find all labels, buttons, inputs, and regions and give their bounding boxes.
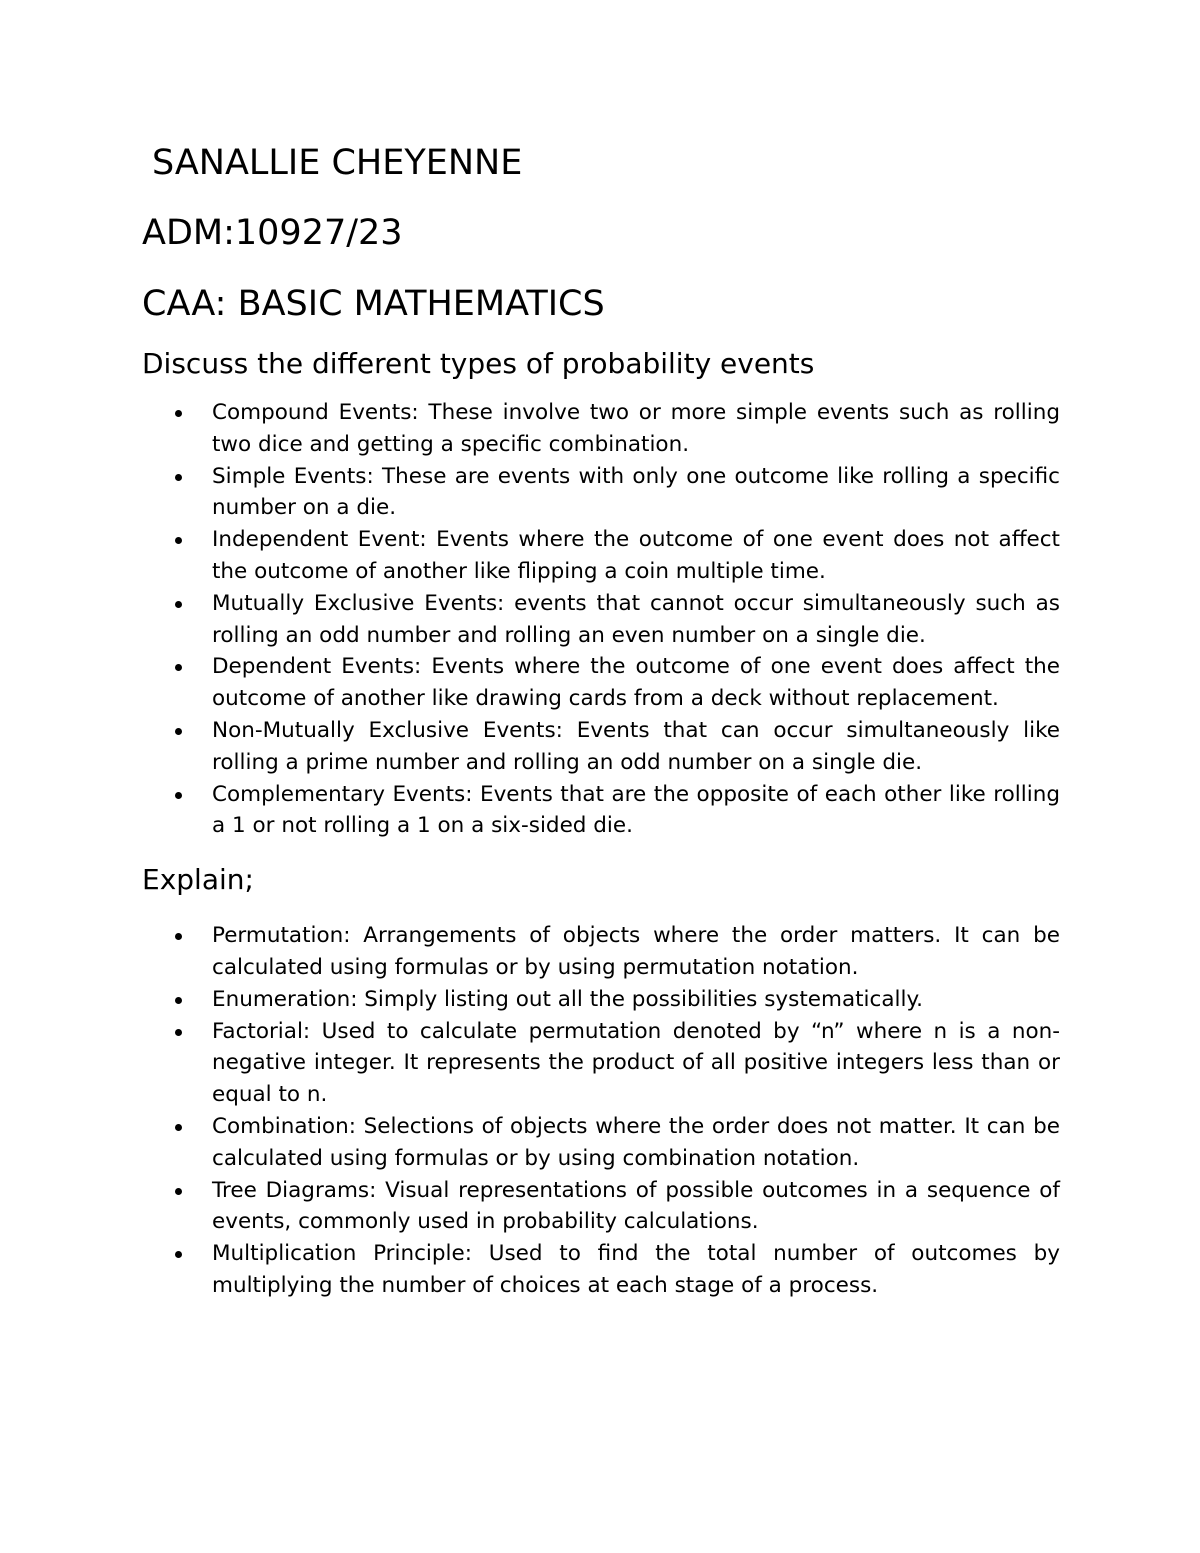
list-item-text: Tree Diagrams: Visual representations of possible outcomes in a sequence of events, commonly used in probability calculations. bbox=[212, 1177, 1060, 1235]
bullet-icon bbox=[175, 410, 182, 417]
list-item bbox=[142, 588, 1060, 652]
admission-number: ADM:10927/23 bbox=[142, 213, 403, 253]
bullet-icon bbox=[175, 792, 182, 799]
probability-events-list bbox=[142, 397, 1060, 842]
list-item-text: Mutually Exclusive Events: events that cannot occur simultaneously such as rolling an odd number and rolling an even number on a single die. bbox=[212, 590, 1060, 648]
list-item-text: Non-Mutually Exclusive Events: Events that can occur simultaneously like rolling a prime number and rolling an odd number on a single die. bbox=[212, 717, 1060, 775]
list-item bbox=[142, 461, 1060, 525]
student-name: SANALLIE CHEYENNE bbox=[152, 143, 523, 183]
list-item bbox=[142, 1175, 1060, 1239]
list-item bbox=[142, 1111, 1060, 1175]
bullet-icon bbox=[175, 1124, 182, 1131]
list-item-text: Factorial: Used to calculate permutation denoted by “n” where n is a non- negative integer. It represents the product of all positive integers less than or equal to n. bbox=[212, 1018, 1060, 1108]
section-heading-explain: Explain; bbox=[142, 863, 254, 897]
bullet-icon bbox=[175, 474, 182, 481]
list-item-text: Multiplication Principle: Used to find the total number of outcomes by multiplying the number of choices at each stage of a process. bbox=[212, 1241, 1060, 1298]
list-item bbox=[142, 920, 1060, 984]
bullet-icon bbox=[175, 664, 182, 671]
list-item bbox=[142, 397, 1060, 461]
bullet-icon bbox=[175, 1188, 182, 1195]
bullet-icon bbox=[175, 728, 182, 735]
bullet-icon bbox=[175, 933, 182, 940]
bullet-icon bbox=[175, 997, 182, 1004]
list-item-text: Dependent Events: Events where the outcome of one event does affect the outcome of another like drawing cards from a deck without replacement. bbox=[212, 654, 1060, 712]
list-item-text: Permutation: Arrangements of objects where the order matters. It can be calculated using formulas or by using permutation notation. bbox=[212, 923, 1060, 980]
list-item-text: Complementary Events: Events that are the opposite of each other like rolling a 1 or not rolling a 1 on a six-sided die. bbox=[212, 781, 1060, 839]
section-heading-probability-events: Discuss the different types of probability events bbox=[142, 347, 815, 380]
list-item bbox=[142, 651, 1060, 715]
list-item-text: Simple Events: These are events with only one outcome like rolling a specific number on a die. bbox=[212, 463, 1060, 521]
list-item bbox=[142, 779, 1060, 843]
list-item-text: Combination: Selections of objects where the order does not matter. It can be calculated using formulas or by using combination notation. bbox=[212, 1113, 1060, 1171]
list-item bbox=[142, 984, 1060, 1016]
list-item bbox=[142, 1238, 1060, 1302]
explain-list bbox=[142, 920, 1060, 1302]
list-item bbox=[142, 715, 1060, 779]
document-body bbox=[142, 140, 1060, 1302]
list-item bbox=[142, 524, 1060, 588]
bullet-icon bbox=[175, 601, 182, 608]
list-item-text: Independent Event: Events where the outcome of one event does not affect the outcome of another like flipping a coin multiple time. bbox=[212, 527, 1060, 584]
bullet-icon bbox=[175, 1029, 182, 1036]
course-title: CAA: BASIC MATHEMATICS bbox=[142, 284, 605, 324]
list-item-text: Enumeration: Simply listing out all the possibilities systematically. bbox=[212, 986, 923, 1012]
list-item-text: Compound Events: These involve two or more simple events such as rolling two dice and getting a specific combination. bbox=[212, 400, 1060, 457]
bullet-icon bbox=[175, 1251, 182, 1258]
list-item bbox=[142, 1016, 1060, 1111]
bullet-icon bbox=[175, 537, 182, 544]
